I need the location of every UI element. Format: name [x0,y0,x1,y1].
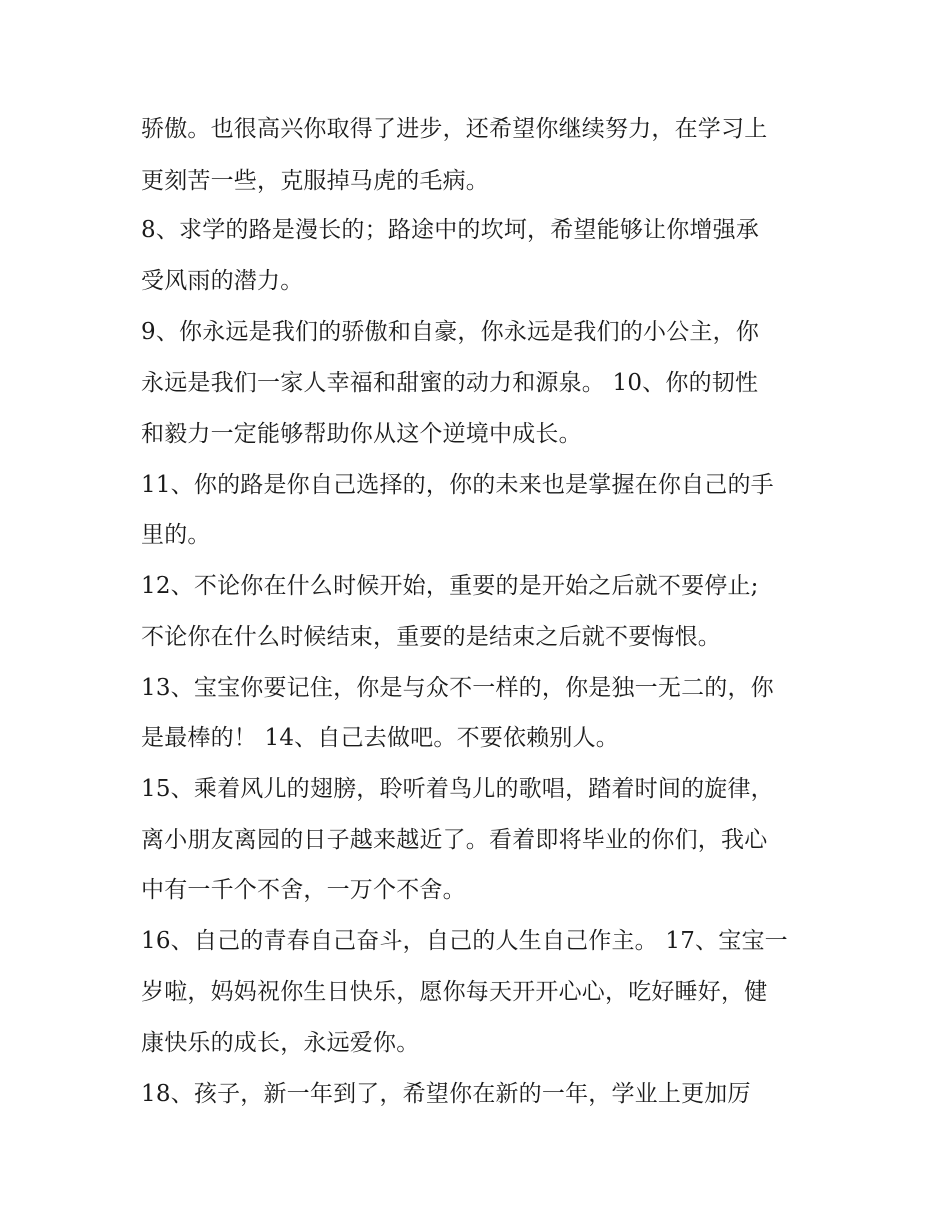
text-line: 是最棒的！ 14、自己去做吧。不要依赖别人。 [141,725,619,751]
text-line: 和毅力一定能够帮助你从这个逆境中成长。 [141,421,582,447]
text-line: 永远是我们一家人幸福和甜蜜的动力和源泉。 10、你的韧性 [141,370,759,396]
text-line: 里的。 [141,522,211,548]
text-line: 8、求学的路是漫长的；路途中的坎坷，希望能够让你增强承 [141,217,760,243]
text-line: 12、不论你在什么时候开始，重要的是开始之后就不要停止; [141,573,759,599]
text-line: 更刻苦一些，克服掉马虎的毛病。 [141,168,489,194]
text-line: 受风雨的潜力。 [141,268,304,294]
text-line: 16、自己的青春自己奋斗，自己的人生自己作主。 17、宝宝一 [141,928,788,954]
text-line: 13、宝宝你要记住，你是与众不一样的，你是独一无二的，你 [141,675,774,701]
text-line: 11、你的路是你自己选择的，你的未来也是掌握在你自己的手 [141,472,774,498]
text-line: 不论你在什么时候结束，重要的是结束之后就不要悔恨。 [141,624,721,650]
text-line: 康快乐的成长，永远爱你。 [141,1030,420,1056]
text-line: 18、孩子，新一年到了，希望你在新的一年，学业上更加厉 [141,1081,751,1107]
text-line: 15、乘着风儿的翅膀，聆听着鸟儿的歌唱，踏着时间的旋律， [141,776,774,802]
text-line: 岁啦，妈妈祝你生日快乐，愿你每天开开心心，吃好睡好，健 [141,979,768,1005]
text-line: 骄傲。也很高兴你取得了进步，还希望你继续努力，在学习上 [141,116,768,142]
text-line: 中有一千个不舍，一万个不舍。 [141,877,466,903]
text-line: 离小朋友离园的日子越来越近了。看着即将毕业的你们，我心 [141,827,768,853]
text-line: 9、你永远是我们的骄傲和自豪，你永远是我们的小公主，你 [141,319,760,345]
